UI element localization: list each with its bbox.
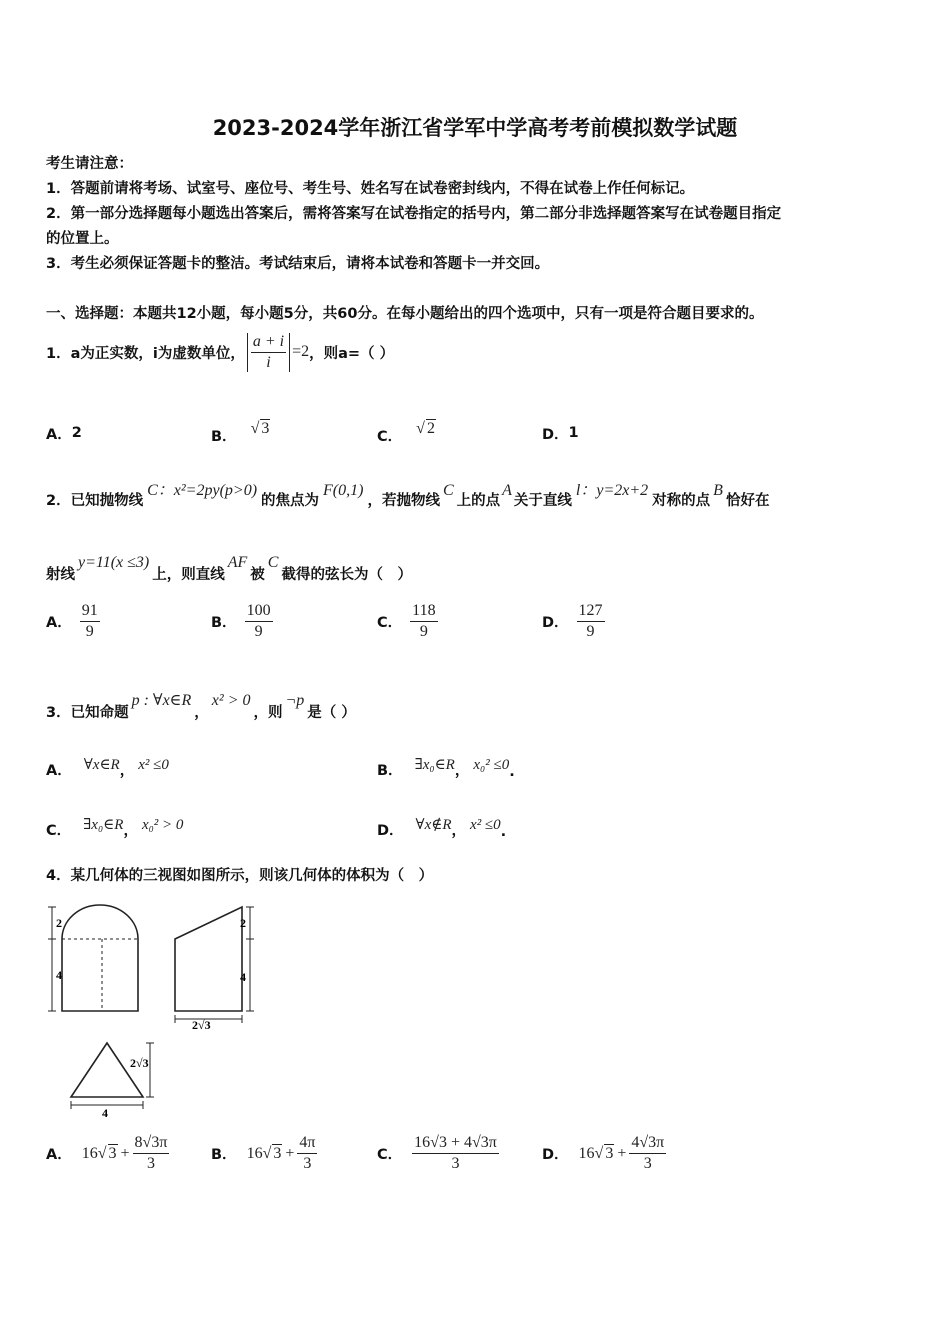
option-math: 16√ 3 [246, 1145, 282, 1162]
option-math: x² ≤0 [470, 817, 501, 833]
option-math: ∀x∉R [415, 817, 452, 833]
question-1 [46, 328, 394, 376]
q1-expr-denominator: i [266, 353, 271, 371]
top-view [71, 1043, 154, 1109]
option-fraction: $\frac{16√3 + 4√3\pi}{3}$ [414, 1134, 497, 1172]
option-label: D． [542, 615, 569, 631]
q1-abs-expression [247, 333, 290, 372]
option-plus: + [120, 1144, 130, 1162]
option-label: A． [46, 763, 72, 779]
q2-text: 射线 [46, 567, 75, 583]
question-4: 4．某几何体的三视图如图所示，则该几何体的体积为（ ） [46, 868, 434, 884]
option-label: C． [377, 1147, 403, 1163]
notice-item: 1．答题前请将考场、试室号、座位号、考生号、姓名写在试卷密封线内，不得在试卷上作任何标记。 [46, 181, 695, 197]
q3-math: x² > 0 [211, 692, 251, 709]
q1-expr-equals: =2 [292, 343, 310, 360]
option-math: ∃x₀∈R [83, 817, 124, 833]
notice-item: 的位置上。 [46, 231, 119, 247]
side-dim-top: 2 [240, 916, 246, 930]
option-math: x₀² ≤0 [473, 757, 510, 773]
q1-option-a[interactable] [46, 420, 82, 446]
q2-text: 上的点 [456, 493, 501, 509]
q3-math: p : ∀x∈R [131, 692, 192, 709]
q3-text: ， [194, 705, 209, 721]
option-label: D． [542, 426, 569, 443]
option-value: √ 3 [250, 420, 270, 437]
q2-text: 对称的点 [652, 493, 711, 509]
notice-item: 2．第一部分选择题每小题选出答案后，需将答案写在试卷指定的括号内，第二部分非选择题答案写在试卷题目指定 [46, 206, 782, 222]
option-fraction: $\frac{118}{9}$ [412, 602, 436, 640]
q3-option-c[interactable] [46, 810, 183, 840]
q2-math: l：y=2x+2 [575, 482, 649, 499]
option-fraction: $\frac{91}{9}$ [81, 602, 98, 640]
option-end: . [500, 824, 507, 840]
notice-heading: 考生请注意： [46, 156, 133, 172]
option-sep: ， [123, 823, 138, 839]
option-label: D． [542, 1147, 569, 1163]
q2-text: 2．已知抛物线 [46, 493, 144, 509]
option-end: . [509, 764, 515, 780]
q2-math: B [713, 482, 723, 499]
q2-math: y=11(x ≤3) [78, 554, 150, 571]
q2-text: 关于直线 [513, 493, 572, 509]
q2-option-a[interactable] [46, 602, 100, 641]
option-label: A． [46, 615, 72, 631]
option-label: B． [377, 763, 403, 779]
q3-text: ，则 [253, 705, 283, 721]
q2-text: 截得的弦长为（ ） [281, 567, 412, 583]
q2-math: C [267, 554, 279, 571]
q3-option-d[interactable] [377, 810, 506, 840]
option-math: ∃x₀∈R [414, 757, 455, 773]
question-2-line2 [46, 544, 412, 584]
option-plus: + [617, 1144, 627, 1162]
option-fraction: $\frac{4√3\pi}{3}$ [631, 1134, 665, 1172]
q2-option-d[interactable] [542, 602, 605, 641]
option-fraction: $\frac{127}{9}$ [578, 602, 603, 640]
option-label: B． [211, 429, 237, 445]
q3-option-b[interactable] [377, 750, 515, 780]
side-width-label: 2√3 [192, 1018, 211, 1032]
option-value: 2 [71, 425, 82, 441]
q1-option-c[interactable] [377, 412, 436, 445]
q1-option-b[interactable] [211, 412, 270, 445]
section-heading: 一、选择题：本题共12小题，每小题5分，共60分。在每小题给出的四个选项中，只有一项是符合题目要求的。 [46, 306, 764, 322]
q2-option-b[interactable] [211, 602, 273, 641]
question-3 [46, 686, 356, 722]
option-math: 16√ 3 [578, 1145, 614, 1162]
option-value: √ 2 [416, 420, 435, 437]
q2-math: AF [227, 554, 248, 571]
q2-math: C [442, 482, 454, 499]
front-dim-mid: 4 [56, 968, 62, 982]
option-label: A． [46, 1147, 72, 1163]
q2-text: 上，则直线 [152, 567, 225, 583]
q2-math: C：x²=2py(p>0) [147, 482, 258, 499]
option-plus: + [285, 1144, 295, 1162]
notice-item: 3．考生必须保证答题卡的整洁。考试结束后，请将本试卷和答题卡一并交回。 [46, 256, 550, 272]
q2-text: 的焦点为 [261, 493, 320, 509]
front-dim-top: 2 [56, 916, 62, 930]
q3-text: 是（ ） [307, 705, 356, 721]
q4-option-b[interactable] [211, 1134, 317, 1173]
option-fraction: $\frac{100}{9}$ [246, 602, 271, 640]
top-height-label: 2√3 [130, 1056, 149, 1070]
option-label: B． [211, 615, 237, 631]
q1-prefix: 1．a为正实数，i为虚数单位， [46, 345, 245, 362]
option-math: 16√ 3 [81, 1145, 117, 1162]
three-view-figure [40, 895, 270, 1120]
question-2 [46, 470, 769, 510]
q3-math: ¬p [285, 692, 305, 709]
q2-option-c[interactable] [377, 602, 438, 641]
q2-text: ，若抛物线 [367, 493, 440, 509]
option-value: 1 [568, 425, 579, 441]
option-sep: ， [119, 763, 135, 779]
q2-math: F(0,1) [323, 482, 364, 499]
option-label: D． [377, 823, 404, 839]
q1-option-d[interactable] [542, 420, 579, 446]
option-sep: ， [454, 763, 470, 779]
top-base-label: 4 [102, 1106, 108, 1120]
q1-expr-numerator: a + i [251, 333, 286, 353]
page-title: 2023-2024学年浙江省学军中学高考考前模拟数学试题 [212, 116, 738, 140]
option-label: C． [377, 615, 403, 631]
option-fraction: $\frac{4\pi}{3}$ [299, 1134, 316, 1172]
option-math: x² ≤0 [138, 757, 169, 773]
option-label: C． [46, 823, 72, 839]
q3-option-a[interactable] [46, 750, 169, 780]
q2-text: 被 [250, 567, 265, 583]
option-label: A． [46, 426, 72, 443]
q4-option-d[interactable] [542, 1134, 666, 1173]
option-label: B． [211, 1147, 237, 1163]
option-label: C． [377, 429, 403, 445]
option-math: ∀x∈R [83, 757, 120, 773]
q1-suffix: ，则a=（ ） [309, 345, 395, 362]
q4-option-a[interactable] [46, 1134, 169, 1173]
q2-math: A [502, 482, 512, 499]
side-dim-mid: 4 [240, 970, 246, 984]
option-sep: ， [451, 823, 467, 839]
q2-text: 恰好在 [725, 493, 770, 509]
q4-option-c[interactable] [377, 1134, 499, 1173]
option-fraction: $\frac{8√3\pi}{3}$ [134, 1134, 168, 1172]
q3-text: 3．已知命题 [46, 705, 129, 721]
option-math: x₀² > 0 [141, 817, 184, 833]
